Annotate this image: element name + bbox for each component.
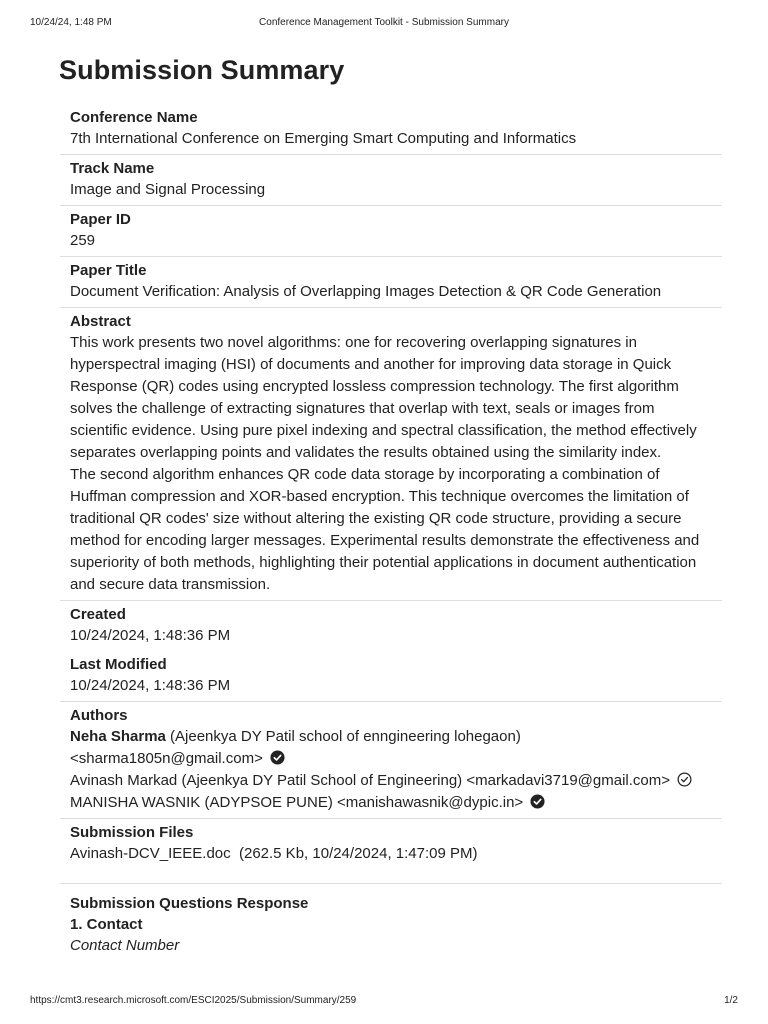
author-item xyxy=(70,792,712,814)
author-affiliation: (Ajeenkya DY Patil School of Engineering) xyxy=(177,772,467,789)
conference-name-label: Conference Name xyxy=(70,109,198,126)
submission-files-field xyxy=(60,819,722,884)
author-email: <manishawasnik@dypic.in> xyxy=(337,794,524,811)
authors-label: Authors xyxy=(70,707,128,724)
paper-id-field xyxy=(60,206,722,257)
print-datetime: 10/24/24, 1:48 PM xyxy=(30,17,112,28)
abstract-field xyxy=(60,308,722,601)
question-text: Contact Number xyxy=(70,937,180,954)
last-modified-label: Last Modified xyxy=(70,656,167,673)
authors-field xyxy=(60,702,722,819)
check-circle-solid-icon xyxy=(270,750,285,765)
author-item xyxy=(70,726,712,770)
last-modified-value: 10/24/2024, 1:48:36 PM xyxy=(70,677,231,694)
track-name-field xyxy=(60,155,722,206)
author-affiliation: (ADYPSOE PUNE) xyxy=(200,794,338,811)
check-circle-outline-icon xyxy=(677,772,692,787)
print-footer xyxy=(30,995,738,1009)
author-name: MANISHA WASNIK xyxy=(70,794,201,811)
questions-field xyxy=(60,884,722,961)
paper-id-value: 259 xyxy=(70,232,96,249)
questions-label: Submission Questions Response xyxy=(70,895,309,912)
abstract-paragraph-2: The second algorithm enhances QR code data storage by incorporating a combination of Huffman compression and XOR-based encryption. This technique overcomes the limitation of traditional QR codes' size without altering the existing QR code structure, providing a secure method for encoding larger messages. Experimental results demonstrate the effectiveness and superiority of both methods, highlighting their potential applications in document authentication and secure data transmission. xyxy=(70,466,700,593)
question-number: 1. Contact xyxy=(70,916,143,933)
check-circle-solid-icon xyxy=(530,794,545,809)
created-field xyxy=(60,601,722,651)
last-modified-field xyxy=(60,651,722,702)
author-affiliation: (Ajeenkya DY Patil school of enngineering lohegaon) xyxy=(165,728,521,745)
author-name: Avinash Markad xyxy=(70,772,178,789)
submission-files-label: Submission Files xyxy=(70,824,194,841)
page-title: Submission Summary xyxy=(59,55,345,85)
author-item xyxy=(70,770,712,792)
submission-file-item xyxy=(70,843,712,865)
author-email: <markadavi3719@gmail.com> xyxy=(466,772,671,789)
author-name: Neha Sharma xyxy=(70,728,166,745)
paper-title-value: Document Verification: Analysis of Overlapping Images Detection & QR Code Generation xyxy=(70,283,662,300)
created-label: Created xyxy=(70,606,126,623)
submission-summary xyxy=(60,104,722,961)
created-value: 10/24/2024, 1:48:36 PM xyxy=(70,627,231,644)
abstract-paragraph-1: This work presents two novel algorithms: one for recovering overlapping signatures in hyperspectral imaging (HSI) of documents and another for improving data storage in Quick Response (QR) codes using encrypted lossless compression technology. The first algorithm solves the challenge of extracting signatures that overlap with text, seals or images from scientific evidence. Using pure pixel indexing and spectral classification, the method effectively separates overlapping points and validates the results obtained using the similarity index. xyxy=(70,334,697,461)
paper-id-label: Paper ID xyxy=(70,211,131,228)
print-url: https://cmt3.research.microsoft.com/ESCI2025/Submission/Summary/259 xyxy=(30,995,357,1006)
print-page-number: 1/2 xyxy=(724,995,738,1006)
author-email: <sharma1805n@gmail.com> xyxy=(70,750,263,767)
track-name-label: Track Name xyxy=(70,160,155,177)
submission-file-meta: (262.5 Kb, 10/24/2024, 1:47:09 PM) xyxy=(238,845,478,862)
print-header xyxy=(30,17,738,31)
print-page-title: Conference Management Toolkit - Submission Summary xyxy=(259,17,509,28)
conference-name-value: 7th International Conference on Emerging Smart Computing and Informatics xyxy=(70,130,577,147)
abstract-label: Abstract xyxy=(70,313,131,330)
conference-name-field xyxy=(60,104,722,155)
track-name-value: Image and Signal Processing xyxy=(70,181,266,198)
submission-file-link[interactable]: Avinash-DCV_IEEE.doc xyxy=(70,845,231,862)
paper-title-field xyxy=(60,257,722,308)
paper-title-label: Paper Title xyxy=(70,262,147,279)
